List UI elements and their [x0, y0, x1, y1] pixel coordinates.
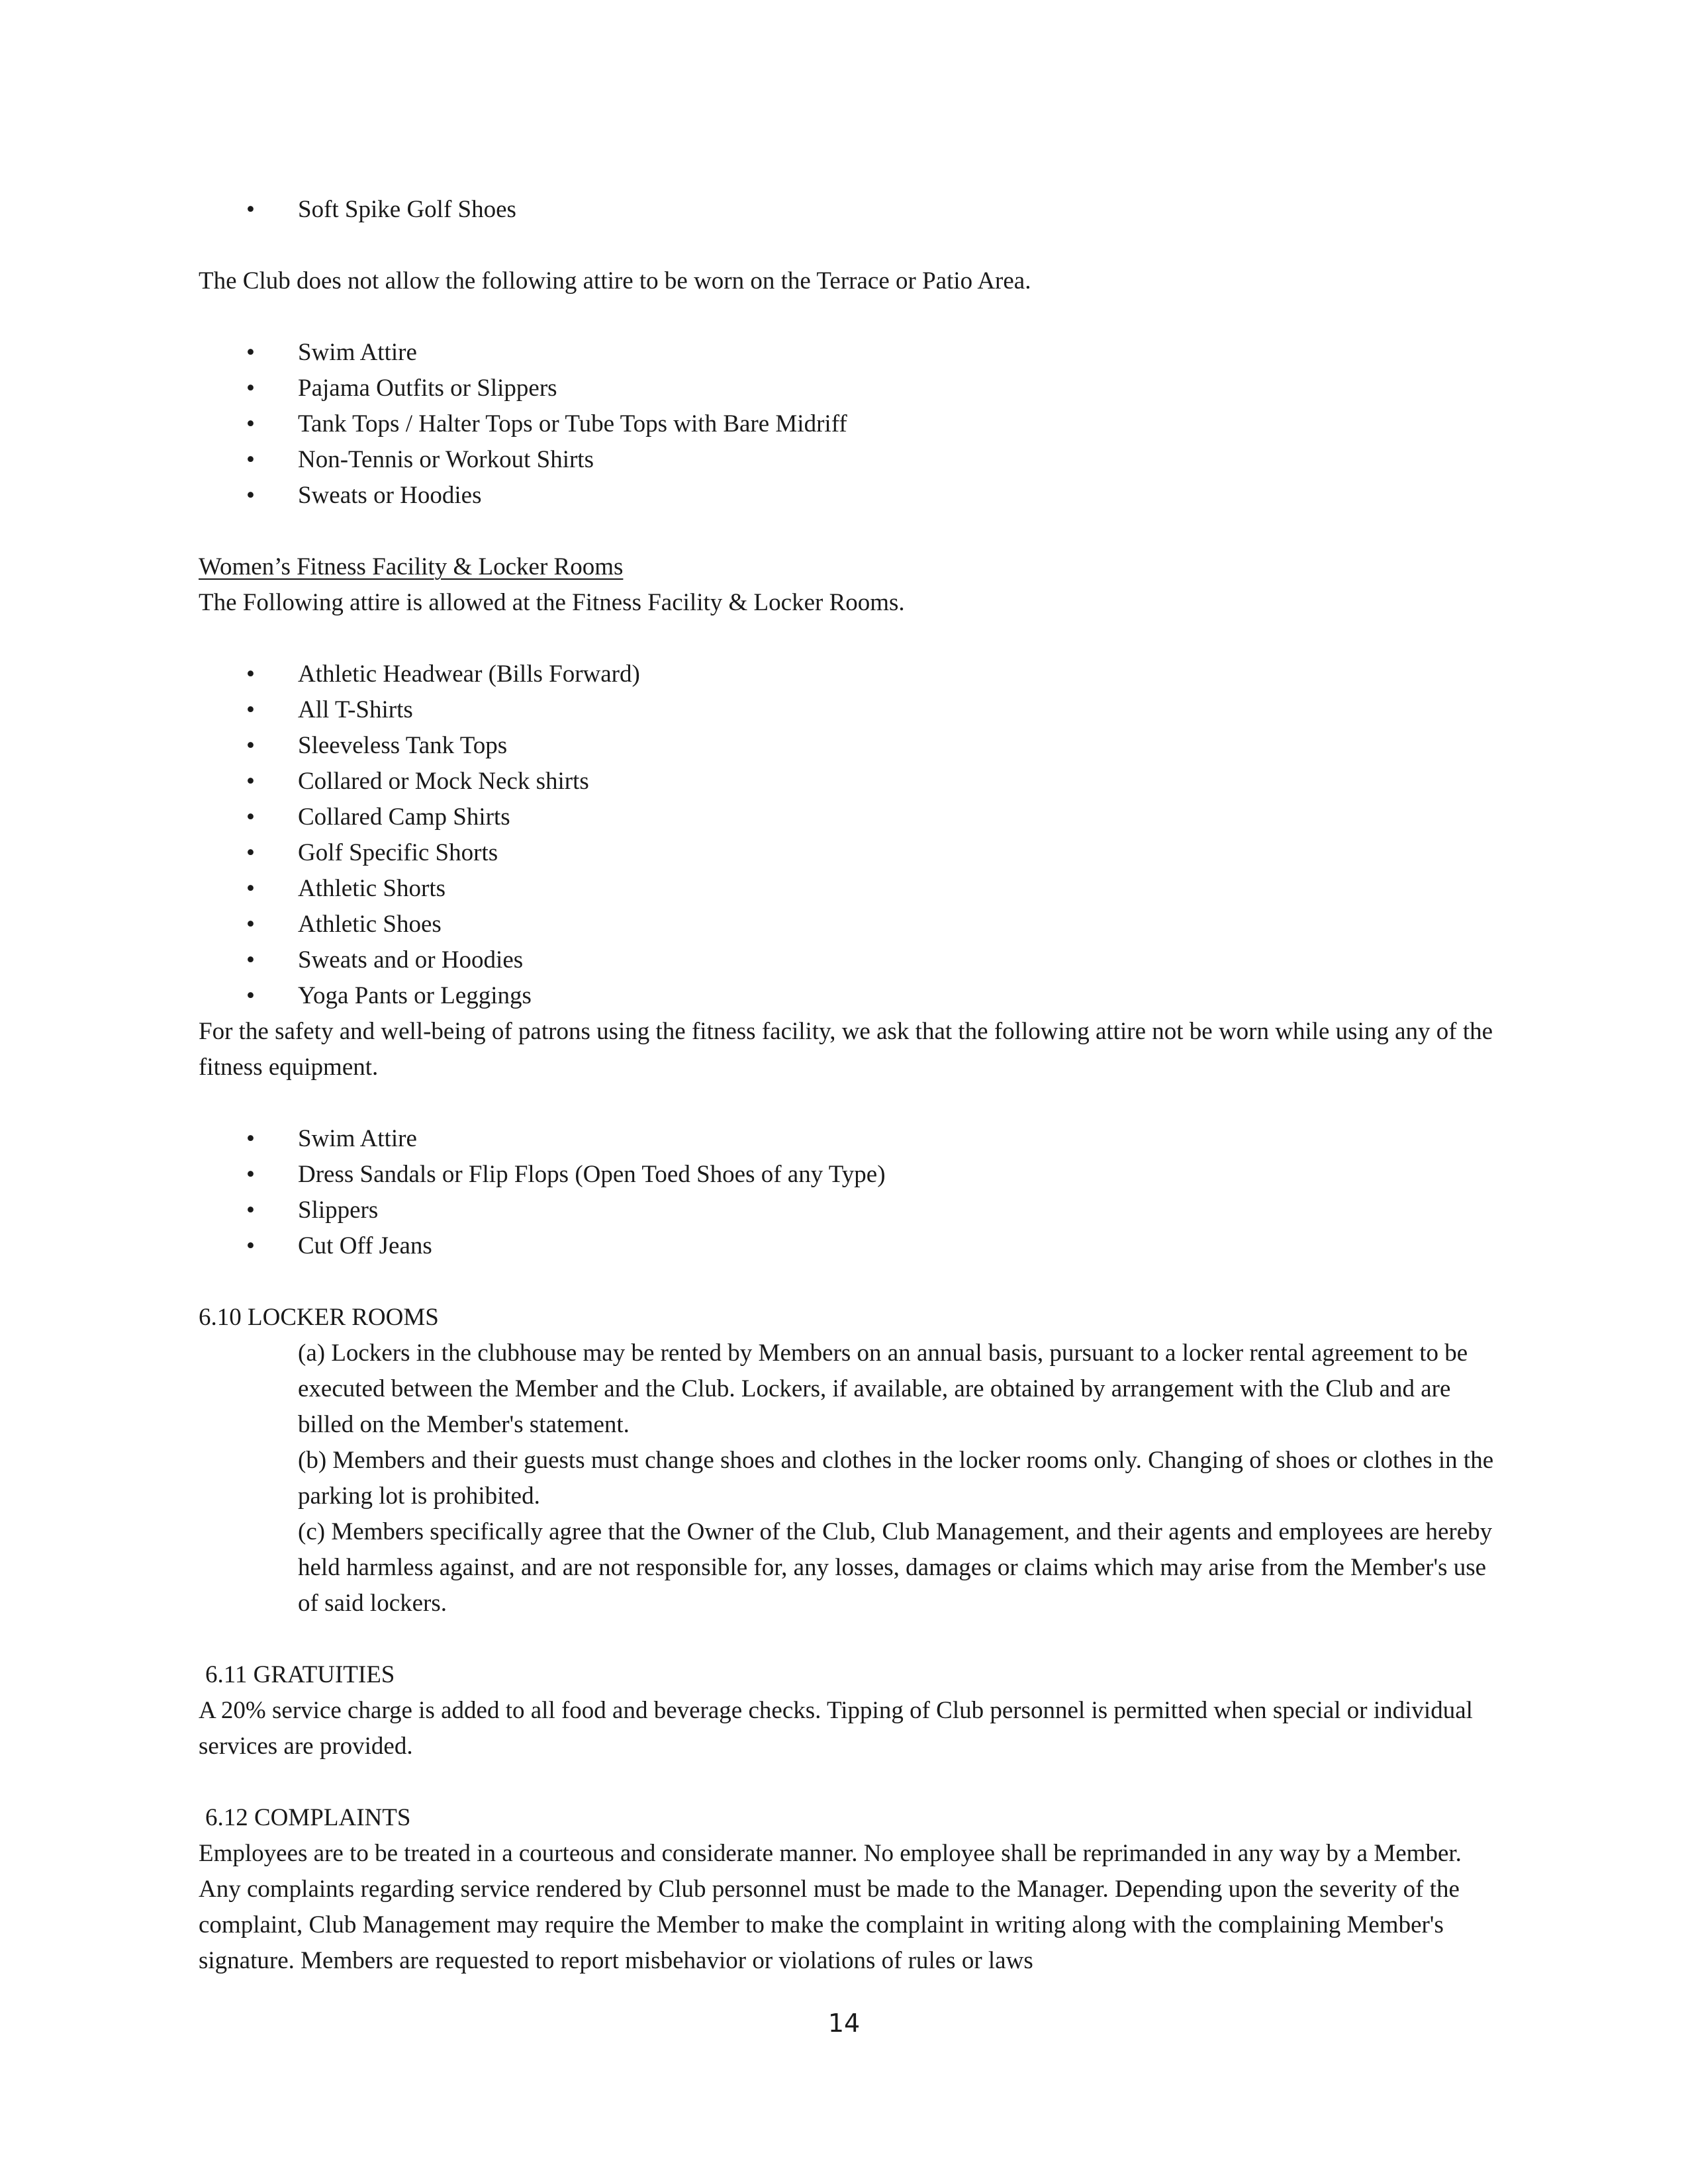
locker-item-b: (b) Members and their guests must change shoes and clothes in the locker rooms only. Changing of shoes or clothes in the parking lot is prohibited. [298, 1447, 1494, 1510]
fitness-safety-text: For the safety and well-being of patrons using the fitness facility, we ask that the following attire not be worn while using any of the fitness equipment. [199, 1018, 1493, 1081]
list-item: • Slippers [199, 1193, 1496, 1228]
page-number: 14 [827, 2009, 861, 2038]
list-item: • Yoga Pants or Leggings [199, 978, 1496, 1014]
list-item: • Golf Specific Shorts [199, 835, 1496, 871]
complaints-text: Employees are to be treated in a courteous and considerate manner. No employee shall be reprimanded in any way by a Member. Any complaints regarding service rendered by Club personnel must be made to the Manager. Depending upon the severity of the complaint, Club Management may require the Member to make the complaint in writing along with the complaining Member's signature. Members are requested to report misbehavior or violations of rules or laws [199, 1840, 1462, 1974]
list-item: • Collared or Mock Neck shirts [199, 764, 1496, 799]
list-item: • Non-Tennis or Workout Shirts [199, 442, 1496, 478]
list-item: • Athletic Headwear (Bills Forward) [199, 657, 1496, 692]
locker-item-c: (c) Members specifically agree that the Owner of the Club, Club Management, and their agents and employees are hereby held harmless against, and are not responsible for, any losses, damages or claims which may arise from the Member's use of said lockers. [298, 1518, 1493, 1617]
list-item: • Pajama Outfits or Slippers [199, 371, 1496, 406]
section-heading-gratuities: 6.11 GRATUITIES [205, 1661, 395, 1688]
list-item: • Sleeveless Tank Tops [199, 728, 1496, 764]
golf-attire-list-continued [199, 192, 1496, 228]
terrace-intro: The Club does not allow the following attire to be worn on the Terrace or Patio Area. [199, 267, 1031, 295]
list-item: • Athletic Shorts [199, 871, 1496, 907]
locker-item-a: (a) Lockers in the clubhouse may be rented by Members on an annual basis, pursuant to a locker rental agreement to be executed between the Member and the Club. Lockers, if available, are obtained by arrangement with the Club and are billed on the Member's statement. [298, 1340, 1468, 1438]
list-item: • Athletic Shoes [199, 907, 1496, 942]
list-item: • Dress Sandals or Flip Flops (Open Toed Shoes of any Type) [199, 1157, 1496, 1193]
fitness-prohibited-list [199, 1121, 1496, 1264]
list-item: • Swim Attire [199, 335, 1496, 371]
list-item: • Tank Tops / Halter Tops or Tube Tops with Bare Midriff [199, 406, 1496, 442]
fitness-allowed-list [199, 657, 1496, 1014]
locker-rooms-items [199, 1336, 1496, 1621]
list-item: • Soft Spike Golf Shoes [199, 192, 1496, 228]
list-item: • Collared Camp Shirts [199, 799, 1496, 835]
fitness-intro: The Following attire is allowed at the Fitness Facility & Locker Rooms. [199, 589, 905, 616]
list-item: • Sweats or Hoodies [199, 478, 1496, 514]
section-heading-locker-rooms: 6.10 LOCKER ROOMS [199, 1304, 439, 1331]
section-heading-complaints: 6.12 COMPLAINTS [205, 1804, 411, 1831]
terrace-prohibited-list [199, 335, 1496, 514]
fitness-heading: Women’s Fitness Facility & Locker Rooms [199, 553, 624, 580]
list-item: • Cut Off Jeans [199, 1228, 1496, 1264]
list-item: • Sweats and or Hoodies [199, 942, 1496, 978]
page-content [199, 192, 1496, 1979]
list-item: • Swim Attire [199, 1121, 1496, 1157]
gratuities-text: A 20% service charge is added to all food and beverage checks. Tipping of Club personnel is permitted when special or individual services are provided. [199, 1697, 1473, 1760]
list-item: • All T-Shirts [199, 692, 1496, 728]
